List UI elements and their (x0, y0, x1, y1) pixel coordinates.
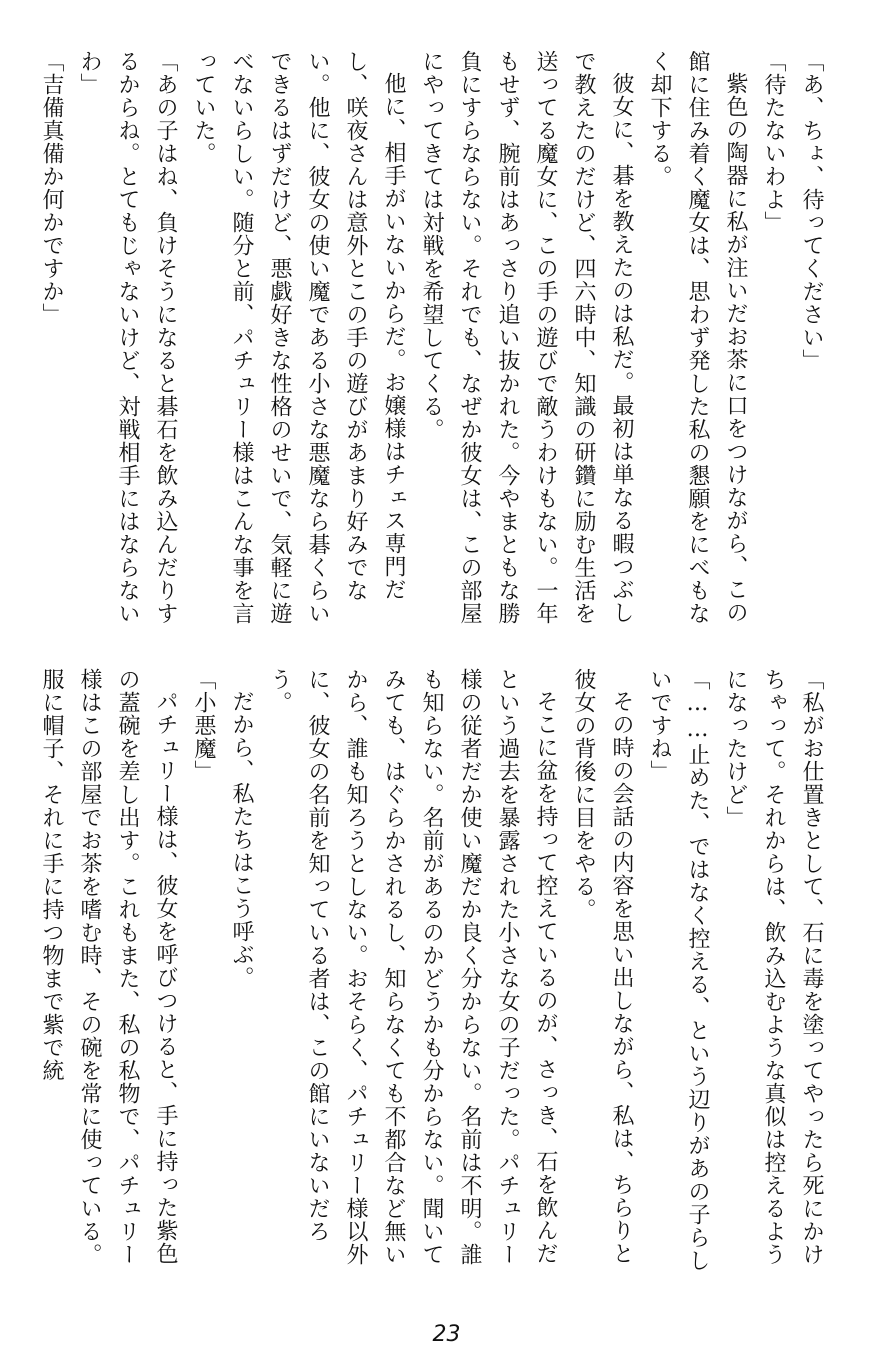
bottom-text-block (18, 668, 830, 1278)
narration-paragraph: そこに盆を持って控えているのが、さっき、石を飲んだという過去を暴露された小さな女の子だった。パチュリー様の従者だか使い魔だか良く分からない。名前は不明。誰も知らない。名前があるのかどうかも分からない。聞いてみても、はぐらかされるし、知らなくても不都合など無いから、誰も知ろうとしない。おそらく、パチュリー様以外に、彼女の名前を知っている者は、この館にいないだろう。 (267, 668, 558, 1266)
page-number: 23 (432, 1322, 461, 1347)
narration-paragraph: 紫色の陶器に私が注いだお茶に口をつけながら、この館に住み着く魔女は、思わず発した私の懇願をにべもなく却下する。 (647, 50, 748, 625)
narration-paragraph: 彼女に、碁を教えたのは私だ。最初は単なる暇つぶしで教えたのだけど、四六時中、知識の研鑽に励む生活を送ってる魔女に、この手の遊びで敵うわけもない。一年もせず、腕前はあっさり追い抜かれた。今やまともな勝負にすらならない。それでも、なぜか彼女は、この部屋にやってきては対戦を希望してくる。 (419, 50, 634, 625)
dialogue-line: 「私がお仕置きとして、石に毒を塗ってやったら死にかけちゃって。それからは、飲み込むような真似は控えるようになったけど」 (723, 668, 824, 1266)
dialogue-line: 「吉備真備か何かですか」 (39, 50, 64, 326)
narration-paragraph: パチュリー様は、彼女を呼びつけると、手に持った紫色の蓋碗を差し出す。これもまた、私の私物で、パチュリー様はこの部屋でお茶を嗜む時、その碗を常に使っている。服に帽子、それに手に持つ物まで紫で統 (39, 668, 178, 1266)
dialogue-line: 「あの子はね、負けそうになると碁石を飲み込んだりするからね。とてもじゃないけど、対戦相手にはならないわ」 (77, 50, 178, 625)
dialogue-line: 「小悪魔」 (191, 668, 216, 783)
narration-paragraph: その時の会話の内容を思い出しながら、私は、ちらりと彼女の背後に目をやる。 (571, 668, 634, 1265)
top-text-block (18, 50, 830, 634)
dialogue-line: 「待たないわよ」 (761, 50, 786, 234)
dialogue-line: 「……止めた、ではなく控える、という辺りがあの子らしいですね」 (647, 668, 710, 1272)
narration-paragraph: 他に、相手がいないからだ。お嬢様はチェス専門だし、咲夜さんは意外とこの手の遊びがあまり好みでない。他に、彼女の使い魔である小さな悪魔なら碁くらいできるはずだけど、悪戯好きな性格のせいで、気軽に遊べないらしい。随分と前、パチュリー様はこんな事を言っていた。 (191, 50, 406, 625)
dialogue-line: 「あ、ちょ、待ってください」 (799, 50, 824, 372)
narration-paragraph: だから、私たちはこう呼ぶ。 (229, 690, 254, 989)
